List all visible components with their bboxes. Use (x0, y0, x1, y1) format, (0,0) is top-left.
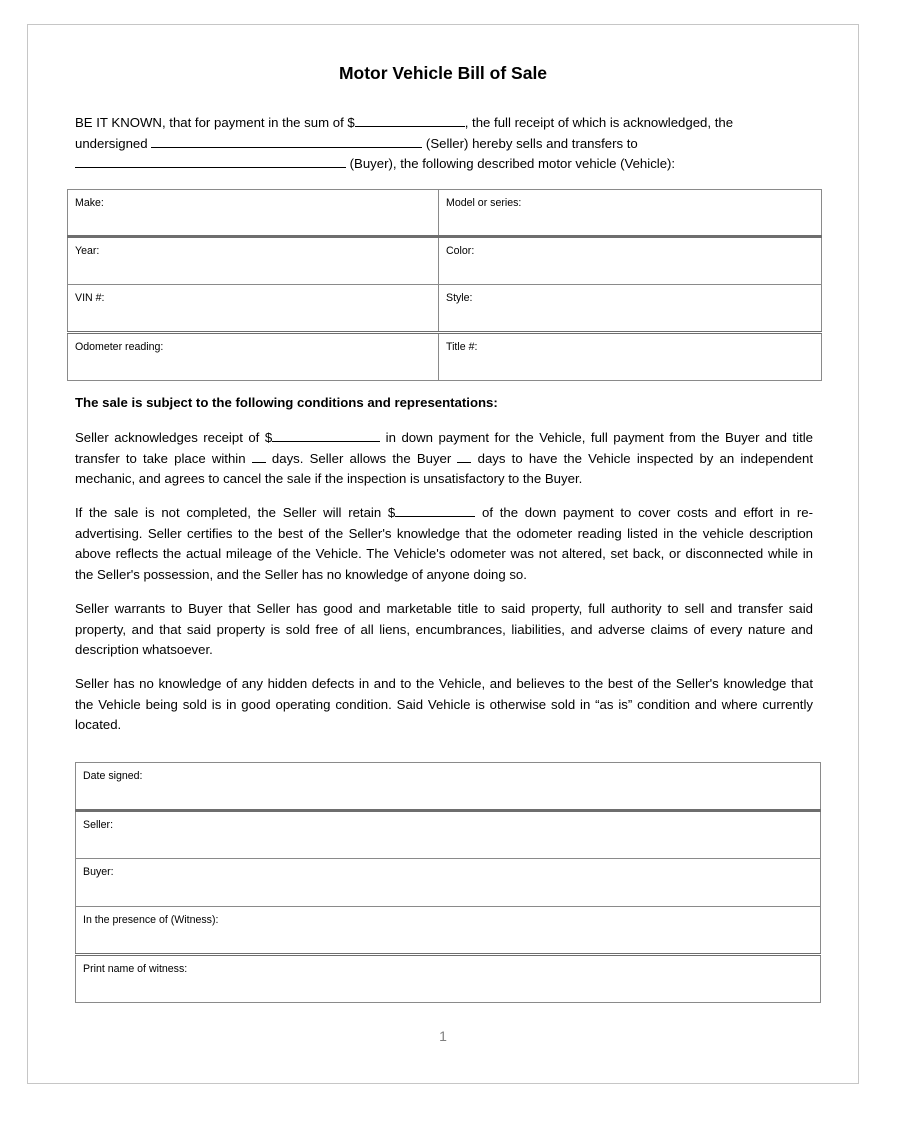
year-field[interactable]: Year: (68, 237, 439, 285)
page-number: 1 (439, 1028, 447, 1044)
sale-amount-blank[interactable] (355, 113, 465, 127)
witness-signature-field[interactable]: In the presence of (Witness): (76, 907, 821, 955)
paragraph-text: Seller acknowledges receipt of $ (75, 430, 273, 445)
intro-text: (Seller) hereby sells and transfers to (422, 135, 638, 151)
paragraph-text: days to have the Vehicle inspected by an independent mechanic, and agrees to cancel the sale if the inspection is unsatisfactory to the Buyer. (75, 450, 813, 486)
document-title: Motor Vehicle Bill of Sale (338, 63, 548, 83)
color-field[interactable]: Color: (439, 237, 822, 285)
down-payment-paragraph (75, 428, 813, 490)
inspection-days-blank[interactable] (457, 449, 471, 463)
paragraph-text: of the down payment to cover costs and effort in re-advertising. Seller certifies to the best of the Seller's knowledge that the odometer reading listed in the vehicle description above reflects the actual mileage of the Vehicle. The Vehicle's odometer was not altered, set back, or disconnected while in the Seller's possession, and the Seller has no knowledge of anyone doing so. (75, 505, 813, 582)
buyer-signature-field[interactable]: Buyer: (76, 859, 821, 907)
conditions-heading: The sale is subject to the following conditions and representations: (75, 395, 498, 410)
odometer-field[interactable]: Odometer reading: (68, 333, 439, 381)
make-field[interactable]: Make: (68, 190, 439, 237)
model-field[interactable]: Model or series: (439, 190, 822, 237)
retention-paragraph (75, 503, 813, 585)
buyer-name-blank[interactable] (75, 154, 346, 168)
title-warranty-paragraph: Seller warrants to Buyer that Seller has good and marketable title to said property, full authority to sell and transfer said property, and that said property is sold free of all liens, encumbrances, liabilities, and adverse claims of every nature and description whatsoever. (75, 601, 813, 657)
intro-text: undersigned (75, 135, 152, 151)
retained-amount-blank[interactable] (395, 503, 475, 517)
witness-name-field[interactable]: Print name of witness: (76, 955, 821, 1003)
vehicle-details-table (67, 189, 822, 381)
paragraph-text: If the sale is not completed, the Seller will retain $ (75, 505, 396, 520)
intro-text: (Buyer), the following described motor vehicle (Vehicle): (346, 156, 676, 171)
seller-signature-field[interactable]: Seller: (76, 811, 821, 859)
document-page (27, 24, 859, 1084)
date-signed-field[interactable]: Date signed: (76, 763, 821, 811)
transfer-days-blank[interactable] (252, 449, 266, 463)
style-field[interactable]: Style: (439, 285, 822, 333)
paragraph-text: in down payment for the Vehicle, full payment from the Buyer and title transfer to take place within (75, 430, 813, 466)
title-number-field[interactable]: Title #: (439, 333, 822, 381)
condition-paragraph: Seller has no knowledge of any hidden defects in and to the Vehicle, and believes to the best of the Seller's knowledge that the Vehicle being sold is in good operating condition. Said Vehicle is otherwise sold in “as is” condition and where currently located. (75, 676, 813, 732)
intro-text: BE IT KNOWN, that for payment in the sum of $ (75, 115, 355, 130)
down-payment-blank[interactable] (272, 428, 380, 442)
vin-field[interactable]: VIN #: (68, 285, 439, 333)
seller-name-blank[interactable] (151, 134, 422, 148)
signature-table (75, 762, 821, 1003)
intro-paragraph (75, 113, 775, 175)
paragraph-text: days. Seller allows the Buyer (265, 450, 458, 466)
intro-text: , the full receipt of which is acknowledged, the (464, 115, 734, 130)
